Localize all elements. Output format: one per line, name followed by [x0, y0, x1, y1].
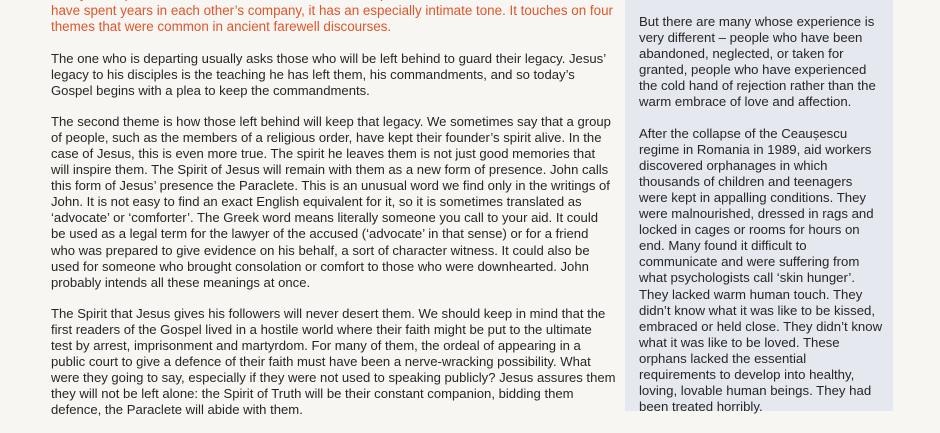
article-paragraph-3: The Spirit that Jesus gives his followers will never desert them. We should keep in mind that the first readers of the Gospel lived in a hostile world where their faith might be put to the ultimate test by arrest, imprisonment and martyrdom. For many of them, the ordeal of appearing in a public court to give a defence of their faith must have been a nerve-wracking possibility. What were they going to say, especially if they were not used to speaking publicly? Jesus assures them they will not be left alone: the Spirit of Truth will be their constant companion, bidding them defence, the Paraclete will abide with them. — [51, 305, 616, 418]
article-paragraph-2: The second theme is how those left behind will keep that legacy. We sometimes say that a group of people, such as the members of a religious order, have kept their founder’s spirit alive. In the case of Jesus, this is even more true. The spirit he leaves them is not just good memories that will inspire them. The Spirit of Jesus will remain with them as a new form of presence. John calls this form of Jesus’ presence the Paraclete. This is an unusual word we find only in the writings of John. It is not easy to find an exact English equivalent for it, so it is sometimes translated as ‘advocate’ or ‘comforter’. The Greek word means literally someone you call to your aid. It could be used as a legal term for the lawyer of the accused (‘advocate’ in that sense) or for a friend who was prepared to give evidence on his behalf, a sort of character witness. It could also be used for someone who brought consolation or comfort to those who were downhearted. John probably intends all these meanings at once. — [51, 113, 611, 290]
sidebar-content — [639, 14, 884, 430]
article-column — [51, 0, 616, 433]
article-intro: have spent years in each other’s company, it has an especially intimate tone. It touches on four themes that were common in ancient farewell discourses. — [51, 2, 613, 34]
article-paragraph-1: The one who is departing usually asks those who will be left behind to guard their legacy. Jesus’ legacy to his disciples is the teaching he has left them, his commandments, and so today’s Gospel begins with a plea to keep the commandments. — [51, 50, 606, 98]
sidebar-box — [625, 0, 893, 415]
sidebar-paragraph-2: After the collapse of the Ceaușescu regime in Romania in 1989, aid workers discovered orphanages in which thousands of children and teenagers were kept in appalling conditions. They were malnourished, dressed in rags and locked in cages or rooms for hours on end. Many found it difficult to communicate and were suffering from what psychologists call ‘skin hunger’. They lacked warm human touch. They didn’t know what it was like to be kissed, embraced or held close. They didn’t know what it was like to be loved. These orphans lacked the essential requirements to develop into healthy, loving, lovable human beings. They had been treated horribly. — [639, 125, 883, 415]
sidebar-paragraph-1: But there are many whose experience is very different – people who have been abandoned, neglected, or taken for granted, people who have experienced the cold hand of rejection rather than the warm embrace of love and affection. — [639, 14, 876, 110]
page-margin-right — [893, 0, 940, 411]
